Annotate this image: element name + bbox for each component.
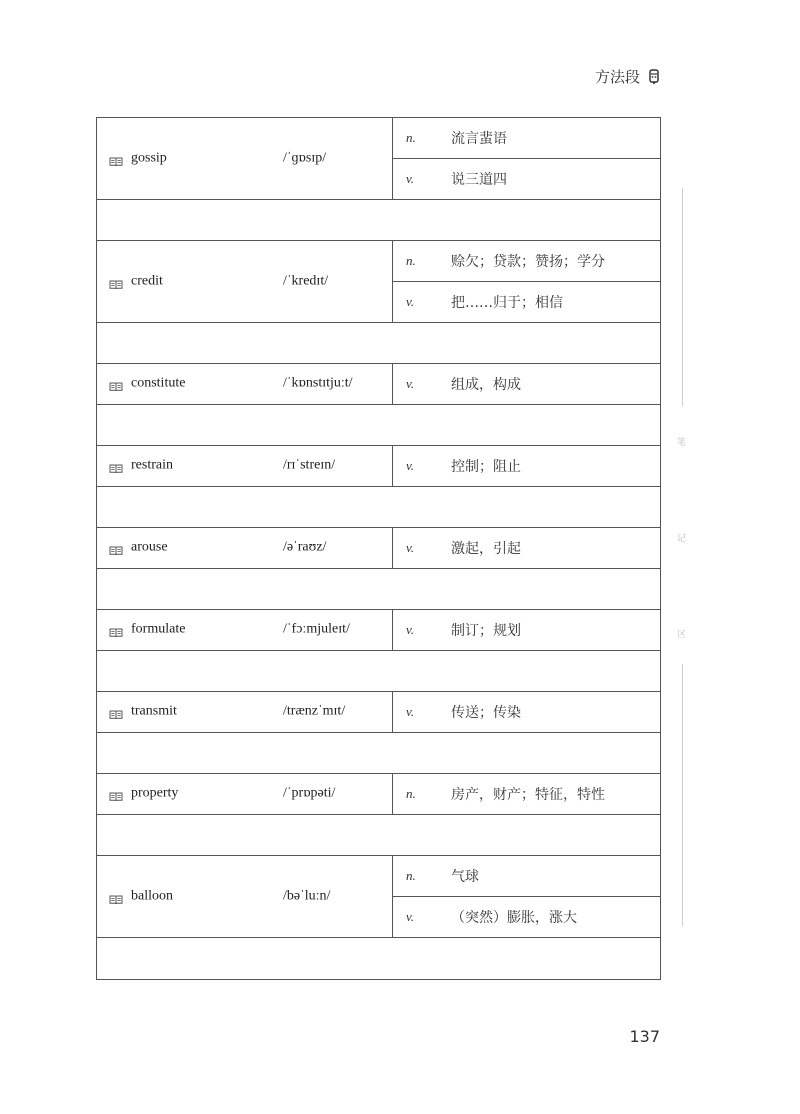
- word-cell: [97, 856, 393, 937]
- open-book-icon: [109, 154, 123, 164]
- vocab-entry: [97, 528, 660, 569]
- vocab-word: arouse: [131, 539, 168, 555]
- definition-meaning: 把……归于；相信: [451, 295, 563, 311]
- vocab-phonetic: /rɪˈstreɪn/: [283, 457, 336, 473]
- definition-meaning: （突然）膨胀，涨大: [451, 910, 577, 926]
- open-book-icon: [109, 543, 123, 553]
- notes-margin-line: [682, 664, 683, 926]
- part-of-speech: n.: [406, 868, 416, 883]
- blank-note-row: [97, 405, 660, 446]
- definition-line: [393, 118, 660, 158]
- vocab-word: constitute: [131, 375, 186, 391]
- open-book-icon: [109, 461, 123, 471]
- definition-meaning: 流言蜚语: [451, 131, 507, 147]
- definition-line: [393, 158, 660, 199]
- definition-line: [393, 896, 660, 937]
- open-book-icon: [109, 789, 123, 799]
- vocab-entry: [97, 118, 660, 200]
- pencil-mascot-icon: [648, 69, 660, 85]
- vocab-entry: [97, 692, 660, 733]
- definition-line: [393, 446, 660, 486]
- part-of-speech: v.: [406, 540, 415, 555]
- blank-note-row: [97, 815, 660, 856]
- open-book-icon: [109, 625, 123, 635]
- blank-note-row: [97, 487, 660, 528]
- notes-margin-line: [682, 188, 683, 406]
- definition-meaning: 激起，引起: [451, 541, 521, 557]
- definition-line: [393, 281, 660, 322]
- definition-meaning: 气球: [451, 869, 479, 885]
- page-header: [595, 66, 660, 87]
- vocab-phonetic: /ˈfɔːmjuleɪt/: [283, 621, 350, 637]
- definition-meaning: 制订；规划: [451, 623, 521, 639]
- definition-line: [393, 774, 660, 814]
- vocab-word: gossip: [131, 150, 167, 166]
- blank-note-row: [97, 323, 660, 364]
- definition-meaning: 赊欠；贷款；赞扬；学分: [451, 254, 605, 270]
- blank-note-row: [97, 733, 660, 774]
- word-cell: [97, 241, 393, 322]
- open-book-icon: [109, 892, 123, 902]
- blank-note-row: [97, 200, 660, 241]
- part-of-speech: v.: [406, 704, 415, 719]
- definitions-cell: [393, 364, 660, 404]
- vocabulary-table: [96, 117, 661, 980]
- vocab-entry: [97, 774, 660, 815]
- definitions-cell: [393, 774, 660, 814]
- part-of-speech: n.: [406, 130, 416, 145]
- section-title: 方法段: [594, 68, 640, 86]
- definitions-cell: [393, 118, 660, 199]
- vocab-word: property: [131, 785, 179, 801]
- notes-label-char: 笔: [677, 438, 687, 448]
- definitions-cell: [393, 446, 660, 486]
- open-book-icon: [109, 379, 123, 389]
- part-of-speech: n.: [406, 253, 416, 268]
- vocab-entry: [97, 446, 660, 487]
- vocab-phonetic: /bəˈluːn/: [283, 888, 331, 904]
- part-of-speech: v.: [406, 458, 415, 473]
- vocab-entry: [97, 856, 660, 938]
- part-of-speech: v.: [406, 376, 415, 391]
- vocab-word: restrain: [131, 457, 173, 473]
- definition-meaning: 组成，构成: [451, 377, 521, 393]
- definitions-cell: [393, 610, 660, 650]
- definition-line: [393, 241, 660, 281]
- word-cell: [97, 610, 393, 650]
- definition-meaning: 传送；传染: [451, 705, 521, 721]
- vocab-entry: [97, 610, 660, 651]
- word-cell: [97, 118, 393, 199]
- word-cell: [97, 446, 393, 486]
- open-book-icon: [109, 277, 123, 287]
- part-of-speech: v.: [406, 294, 415, 309]
- blank-note-row: [97, 938, 660, 979]
- definitions-cell: [393, 692, 660, 732]
- part-of-speech: v.: [406, 171, 415, 186]
- notes-label-char: 区: [677, 630, 687, 640]
- page-number: 137: [629, 1027, 660, 1046]
- part-of-speech: v.: [406, 909, 415, 924]
- definition-line: [393, 692, 660, 732]
- definition-line: [393, 856, 660, 896]
- vocab-phonetic: /ˈprɒpəti/: [283, 785, 336, 801]
- definition-line: [393, 610, 660, 650]
- vocab-phonetic: /ˈkɒnstɪtjuːt/: [283, 375, 353, 391]
- part-of-speech: v.: [406, 622, 415, 637]
- open-book-icon: [109, 707, 123, 717]
- definition-meaning: 说三道四: [451, 172, 507, 188]
- vocab-word: credit: [131, 273, 163, 289]
- definitions-cell: [393, 528, 660, 568]
- word-cell: [97, 364, 393, 404]
- vocab-phonetic: /ˈɡɒsɪp/: [283, 150, 327, 166]
- vocab-phonetic: /trænzˈmɪt/: [283, 703, 346, 719]
- word-cell: [97, 774, 393, 814]
- vocab-word: formulate: [131, 621, 186, 637]
- definition-line: [393, 364, 660, 404]
- vocab-entry: [97, 241, 660, 323]
- vocab-word: transmit: [131, 703, 177, 719]
- vocab-entry: [97, 364, 660, 405]
- definitions-cell: [393, 856, 660, 937]
- notes-label-char: 记: [677, 534, 687, 544]
- vocab-phonetic: /ˈkredɪt/: [283, 273, 329, 289]
- blank-note-row: [97, 569, 660, 610]
- part-of-speech: n.: [406, 786, 416, 801]
- vocab-phonetic: /əˈraʊz/: [283, 539, 327, 555]
- definition-line: [393, 528, 660, 568]
- definitions-cell: [393, 241, 660, 322]
- definition-meaning: 房产，财产；特征，特性: [451, 787, 605, 803]
- word-cell: [97, 692, 393, 732]
- vocab-word: balloon: [131, 888, 173, 904]
- definition-meaning: 控制；阻止: [451, 459, 521, 475]
- word-cell: [97, 528, 393, 568]
- blank-note-row: [97, 651, 660, 692]
